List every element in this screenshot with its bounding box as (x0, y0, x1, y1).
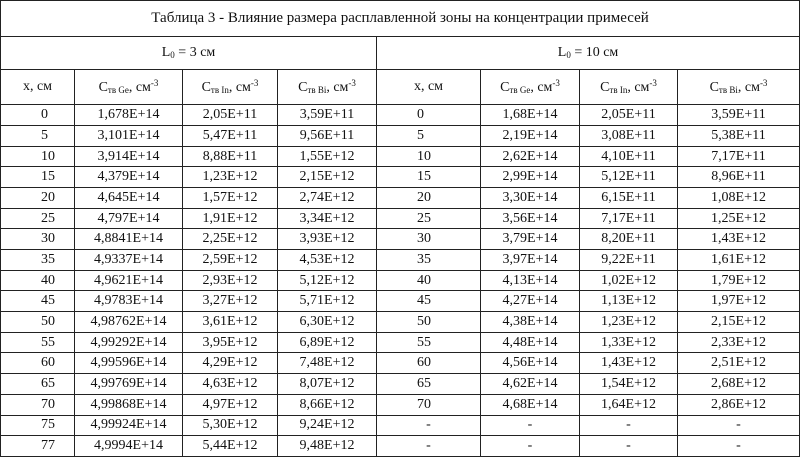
c-in-cell-2: 1,64E+12 (580, 394, 678, 415)
c-in-cell: 5,44E+12 (183, 436, 278, 457)
column-header-c-in-2: $C_{тв In}$, $см^{-3}$ (580, 70, 678, 105)
c-bi-cell: 3,34E+12 (278, 208, 377, 229)
c-bi-cell: 5,71E+12 (278, 291, 377, 312)
c-ge-cell: 4,99292E+14 (75, 332, 183, 353)
c-bi-cell: 6,30E+12 (278, 312, 377, 333)
x-cell: 0 (1, 105, 75, 126)
c-ge-cell: 4,99868E+14 (75, 394, 183, 415)
c-bi-cell: 8,66E+12 (278, 394, 377, 415)
c-ge-cell-2: 3,79E+14 (481, 229, 580, 250)
c-ge-cell-2: - (481, 436, 580, 457)
x-cell-2: 45 (377, 291, 481, 312)
c-in-cell-2: 1,54E+12 (580, 374, 678, 395)
c-bi-cell: 6,89E+12 (278, 332, 377, 353)
x-cell: 10 (1, 146, 75, 167)
c-bi-cell: 3,93E+12 (278, 229, 377, 250)
c-ge-cell: 3,101E+14 (75, 126, 183, 147)
c-bi-cell-2: 2,15E+12 (678, 312, 800, 333)
table-row (1, 250, 800, 271)
column-header-c-bi: $C_{тв Bi}$, $см^{-3}$ (278, 70, 377, 105)
c-in-cell: 2,05E+11 (183, 105, 278, 126)
table-row (1, 270, 800, 291)
c-bi-cell: 1,55E+12 (278, 146, 377, 167)
c-ge-cell-2: 3,30E+14 (481, 188, 580, 209)
c-bi-cell: 9,24E+12 (278, 415, 377, 436)
column-header-x-2: x, см (377, 70, 481, 105)
c-in-cell-2: 1,33E+12 (580, 332, 678, 353)
c-in-cell-2: 3,08E+11 (580, 126, 678, 147)
x-cell-2: 65 (377, 374, 481, 395)
column-header-c-ge: $C_{тв Ge}$, $см^{-3}$ (75, 70, 183, 105)
c-ge-cell-2: 1,68E+14 (481, 105, 580, 126)
table-row (1, 291, 800, 312)
x-cell-2: - (377, 415, 481, 436)
x-cell: 20 (1, 188, 75, 209)
c-in-cell: 5,47E+11 (183, 126, 278, 147)
c-in-cell: 5,30E+12 (183, 415, 278, 436)
c-in-cell-2: 1,13E+12 (580, 291, 678, 312)
c-bi-cell-2: 1,97E+12 (678, 291, 800, 312)
c-in-cell-2: - (580, 436, 678, 457)
c-in-cell: 2,59E+12 (183, 250, 278, 271)
x-cell: 55 (1, 332, 75, 353)
c-in-cell: 4,97E+12 (183, 394, 278, 415)
c-bi-cell-2: 1,25E+12 (678, 208, 800, 229)
column-header-c-in: $C_{тв In}$, $см^{-3}$ (183, 70, 278, 105)
c-in-cell: 2,25E+12 (183, 229, 278, 250)
x-cell-2: 30 (377, 229, 481, 250)
c-bi-cell-2: 2,86E+12 (678, 394, 800, 415)
c-ge-cell: 4,645E+14 (75, 188, 183, 209)
c-ge-cell-2: 2,99E+14 (481, 167, 580, 188)
x-cell: 35 (1, 250, 75, 271)
c-ge-cell: 4,8841E+14 (75, 229, 183, 250)
x-cell: 60 (1, 353, 75, 374)
table-row (1, 332, 800, 353)
table-row (1, 374, 800, 395)
x-cell-2: 0 (377, 105, 481, 126)
table-row (1, 167, 800, 188)
c-ge-cell-2: 3,56E+14 (481, 208, 580, 229)
c-bi-cell: 7,48E+12 (278, 353, 377, 374)
x-cell: 30 (1, 229, 75, 250)
table-row (1, 229, 800, 250)
x-cell-2: 10 (377, 146, 481, 167)
table-row (1, 312, 800, 333)
table-row (1, 436, 800, 457)
c-in-cell: 3,27E+12 (183, 291, 278, 312)
table-row (1, 415, 800, 436)
c-bi-cell-2: 5,38E+11 (678, 126, 800, 147)
x-cell: 40 (1, 270, 75, 291)
c-ge-cell: 4,9994E+14 (75, 436, 183, 457)
c-bi-cell: 2,74E+12 (278, 188, 377, 209)
x-cell: 50 (1, 312, 75, 333)
c-ge-cell-2: 3,97E+14 (481, 250, 580, 271)
c-in-cell-2: - (580, 415, 678, 436)
table-row (1, 208, 800, 229)
c-bi-cell: 5,12E+12 (278, 270, 377, 291)
c-bi-cell-2: 1,08E+12 (678, 188, 800, 209)
c-ge-cell: 3,914E+14 (75, 146, 183, 167)
c-ge-cell: 4,9621E+14 (75, 270, 183, 291)
table-row (1, 146, 800, 167)
c-in-cell-2: 7,17E+11 (580, 208, 678, 229)
x-cell-2: 15 (377, 167, 481, 188)
c-bi-cell-2: 8,96E+11 (678, 167, 800, 188)
group-header-l0-3cm: $L_0 = 3$ см (1, 37, 377, 70)
c-in-cell: 4,29E+12 (183, 353, 278, 374)
c-in-cell: 1,91E+12 (183, 208, 278, 229)
x-cell: 45 (1, 291, 75, 312)
c-in-cell-2: 1,43E+12 (580, 353, 678, 374)
x-cell-2: 35 (377, 250, 481, 271)
c-in-cell-2: 2,05E+11 (580, 105, 678, 126)
x-cell: 75 (1, 415, 75, 436)
x-cell-2: 70 (377, 394, 481, 415)
column-header-c-bi-2: $C_{тв Bi}$, $см^{-3}$ (678, 70, 800, 105)
c-ge-cell-2: 2,62E+14 (481, 146, 580, 167)
c-ge-cell: 4,98762E+14 (75, 312, 183, 333)
c-ge-cell-2: 4,27E+14 (481, 291, 580, 312)
table-title: Таблица 3 - Влияние размера расплавленной зоны на концентрации примесей (1, 1, 800, 37)
c-in-cell-2: 8,20E+11 (580, 229, 678, 250)
x-cell: 77 (1, 436, 75, 457)
x-cell-2: 20 (377, 188, 481, 209)
table-row (1, 188, 800, 209)
x-cell-2: 25 (377, 208, 481, 229)
c-in-cell: 1,57E+12 (183, 188, 278, 209)
c-ge-cell-2: 4,48E+14 (481, 332, 580, 353)
c-bi-cell: 9,56E+11 (278, 126, 377, 147)
c-in-cell-2: 1,23E+12 (580, 312, 678, 333)
c-ge-cell: 1,678E+14 (75, 105, 183, 126)
c-in-cell-2: 1,02E+12 (580, 270, 678, 291)
c-in-cell-2: 4,10E+11 (580, 146, 678, 167)
group-header-l0-10cm: $L_0 = 10$ см (377, 37, 800, 70)
c-in-cell: 4,63E+12 (183, 374, 278, 395)
c-ge-cell-2: 4,68E+14 (481, 394, 580, 415)
c-bi-cell-2: 3,59E+11 (678, 105, 800, 126)
table-body (1, 105, 800, 457)
x-cell-2: 5 (377, 126, 481, 147)
c-bi-cell: 4,53E+12 (278, 250, 377, 271)
x-cell-2: - (377, 436, 481, 457)
c-in-cell: 3,61E+12 (183, 312, 278, 333)
c-in-cell: 2,93E+12 (183, 270, 278, 291)
c-bi-cell-2: 2,68E+12 (678, 374, 800, 395)
table-row (1, 353, 800, 374)
c-bi-cell-2: 1,61E+12 (678, 250, 800, 271)
c-ge-cell-2: 4,62E+14 (481, 374, 580, 395)
c-in-cell-2: 9,22E+11 (580, 250, 678, 271)
x-cell-2: 50 (377, 312, 481, 333)
c-ge-cell-2: - (481, 415, 580, 436)
x-cell: 65 (1, 374, 75, 395)
table-row (1, 394, 800, 415)
c-ge-cell-2: 4,13E+14 (481, 270, 580, 291)
c-ge-cell: 4,379E+14 (75, 167, 183, 188)
c-in-cell-2: 6,15E+11 (580, 188, 678, 209)
c-in-cell: 8,88E+11 (183, 146, 278, 167)
c-ge-cell-2: 4,56E+14 (481, 353, 580, 374)
x-cell: 25 (1, 208, 75, 229)
c-ge-cell-2: 4,38E+14 (481, 312, 580, 333)
c-ge-cell: 4,9337E+14 (75, 250, 183, 271)
c-bi-cell-2: - (678, 415, 800, 436)
c-in-cell: 1,23E+12 (183, 167, 278, 188)
c-bi-cell-2: - (678, 436, 800, 457)
c-bi-cell: 8,07E+12 (278, 374, 377, 395)
c-ge-cell-2: 2,19E+14 (481, 126, 580, 147)
c-ge-cell: 4,99769E+14 (75, 374, 183, 395)
c-bi-cell-2: 1,79E+12 (678, 270, 800, 291)
x-cell: 5 (1, 126, 75, 147)
x-cell: 70 (1, 394, 75, 415)
x-cell-2: 40 (377, 270, 481, 291)
c-bi-cell-2: 7,17E+11 (678, 146, 800, 167)
c-ge-cell: 4,9783E+14 (75, 291, 183, 312)
c-ge-cell: 4,99924E+14 (75, 415, 183, 436)
c-bi-cell-2: 1,43E+12 (678, 229, 800, 250)
column-header-x: x, см (1, 70, 75, 105)
table-row (1, 126, 800, 147)
c-bi-cell-2: 2,33E+12 (678, 332, 800, 353)
column-header-c-ge-2: $C_{тв Ge}$, $см^{-3}$ (481, 70, 580, 105)
x-cell: 15 (1, 167, 75, 188)
c-ge-cell: 4,99596E+14 (75, 353, 183, 374)
x-cell-2: 60 (377, 353, 481, 374)
c-bi-cell: 9,48E+12 (278, 436, 377, 457)
c-bi-cell-2: 2,51E+12 (678, 353, 800, 374)
table-row (1, 105, 800, 126)
x-cell-2: 55 (377, 332, 481, 353)
c-in-cell: 3,95E+12 (183, 332, 278, 353)
c-in-cell-2: 5,12E+11 (580, 167, 678, 188)
c-bi-cell: 2,15E+12 (278, 167, 377, 188)
c-bi-cell: 3,59E+11 (278, 105, 377, 126)
c-ge-cell: 4,797E+14 (75, 208, 183, 229)
